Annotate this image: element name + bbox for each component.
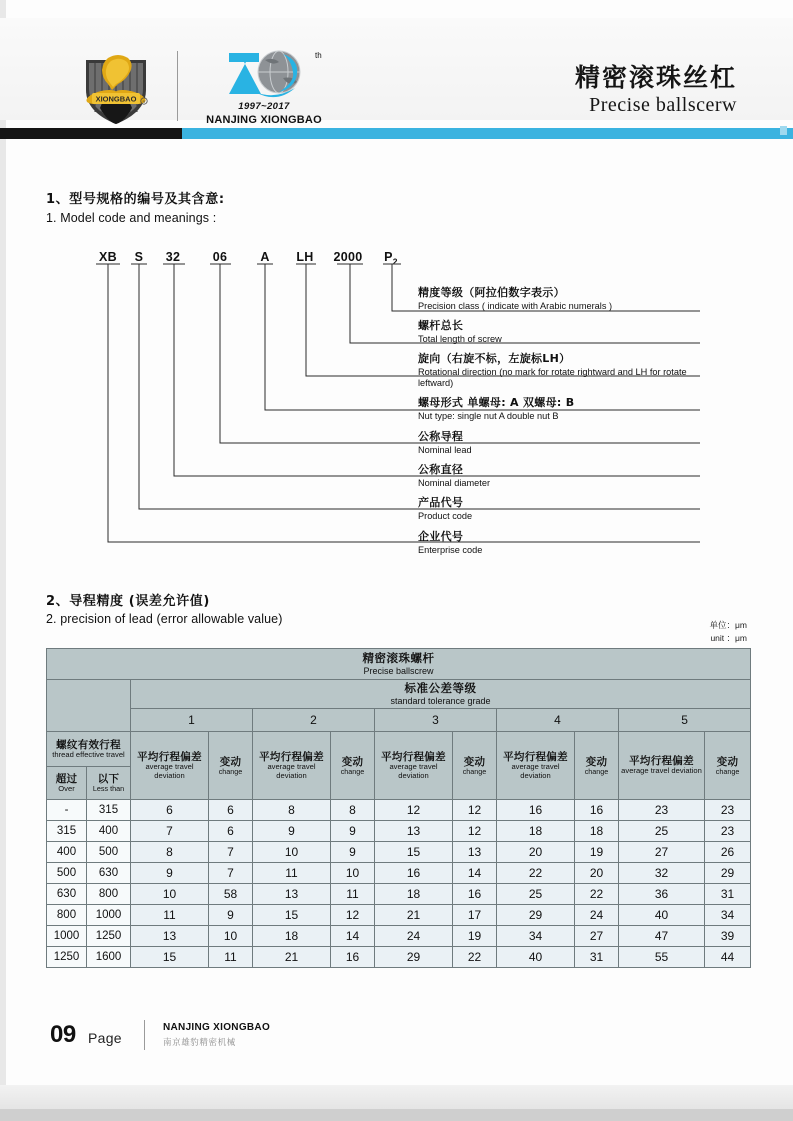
model-code-3: 06 xyxy=(212,250,228,264)
section2-heading-en: 2. precision of lead (error allowable value) xyxy=(46,612,283,626)
change-header-5 xyxy=(705,732,751,800)
callout-product-code-en: Product code xyxy=(418,510,473,521)
cell-change-2: 16 xyxy=(331,947,375,968)
cell-change-4: 16 xyxy=(575,800,619,821)
change-header-5-cn: 变动 xyxy=(716,755,739,768)
grade-2: 2 xyxy=(253,709,375,732)
table-row xyxy=(47,926,751,947)
deviation-header-5-en: average travel deviation xyxy=(621,766,702,776)
callout-rotational-direction-en: Rotational direction (no mark for rotate rightward and LH for rotate leftward) xyxy=(418,366,687,389)
table-subheader-row xyxy=(47,732,751,767)
accent-bar-tick xyxy=(780,126,787,135)
cell-deviation-2: 9 xyxy=(253,821,331,842)
cell-change-5: 31 xyxy=(705,884,751,905)
deviation-header-4 xyxy=(497,732,575,800)
anniversary-logo xyxy=(205,48,323,130)
cell-change-3: 16 xyxy=(453,884,497,905)
cell-change-4: 22 xyxy=(575,884,619,905)
section2-heading-cn: 2、导程精度 (误差允许值) xyxy=(46,594,210,609)
callout-rotational-direction-cn: 旋向（右旋不标，左旋标LH） xyxy=(418,352,571,365)
shield-logo-text: XIONGBAO xyxy=(95,94,137,104)
cell-over: 1250 xyxy=(47,947,87,968)
cell-change-5: 23 xyxy=(705,800,751,821)
cell-less-than: 1250 xyxy=(87,926,131,947)
cell-deviation-4: 18 xyxy=(497,821,575,842)
table-row xyxy=(47,800,751,821)
over-header-cn: 超过 xyxy=(55,772,78,785)
deviation-header-3 xyxy=(375,732,453,800)
cell-less-than: 400 xyxy=(87,821,131,842)
cell-deviation-2: 8 xyxy=(253,800,331,821)
table-title-en: Precise ballscrew xyxy=(363,665,434,676)
callout-precision-class-en: Precision class ( indicate with Arabic numerals ) xyxy=(418,300,613,311)
cell-change-1: 7 xyxy=(209,863,253,884)
cell-deviation-4: 20 xyxy=(497,842,575,863)
change-header-4-cn: 变动 xyxy=(585,755,608,768)
cell-deviation-1: 10 xyxy=(131,884,209,905)
table-row xyxy=(47,863,751,884)
cell-change-2: 10 xyxy=(331,863,375,884)
cell-change-1: 7 xyxy=(209,842,253,863)
cell-over: 500 xyxy=(47,863,87,884)
model-code-0: XB xyxy=(99,250,117,264)
cell-deviation-1: 15 xyxy=(131,947,209,968)
lessthan-header-en: Less than xyxy=(92,784,125,794)
grade-group-cell xyxy=(131,680,751,709)
cell-deviation-1: 13 xyxy=(131,926,209,947)
cell-deviation-3: 15 xyxy=(375,842,453,863)
header-divider xyxy=(177,51,178,121)
lead-precision-table xyxy=(46,648,751,968)
cell-change-3: 22 xyxy=(453,947,497,968)
cell-over: 1000 xyxy=(47,926,87,947)
cell-deviation-2: 10 xyxy=(253,842,331,863)
callout-product-code xyxy=(418,496,472,522)
cell-deviation-5: 27 xyxy=(619,842,705,863)
cell-deviation-5: 32 xyxy=(619,863,705,884)
table-row xyxy=(47,947,751,968)
callout-precision-class-cn: 精度等级（阿拉伯数字表示） xyxy=(418,286,565,299)
change-header-3-cn: 变动 xyxy=(463,755,486,768)
cell-change-5: 23 xyxy=(705,821,751,842)
change-header-2-cn: 变动 xyxy=(341,755,364,768)
over-header-en: Over xyxy=(58,783,75,793)
page-title-cn: 精密滚珠丝杠 xyxy=(574,63,737,92)
cell-change-2: 12 xyxy=(331,905,375,926)
cell-deviation-3: 12 xyxy=(375,800,453,821)
table-grade-group-row xyxy=(47,680,751,709)
callout-nominal-diameter xyxy=(418,463,490,489)
cell-deviation-4: 34 xyxy=(497,926,575,947)
cell-deviation-1: 9 xyxy=(131,863,209,884)
change-header-1-en: change xyxy=(218,766,243,776)
cell-change-3: 12 xyxy=(453,821,497,842)
callout-enterprise-code-cn: 企业代号 xyxy=(418,530,464,543)
cell-change-2: 8 xyxy=(331,800,375,821)
callout-enterprise-code xyxy=(418,530,482,556)
lessthan-header-cell xyxy=(87,767,131,800)
grade-5: 5 xyxy=(619,709,751,732)
cell-deviation-1: 7 xyxy=(131,821,209,842)
cell-less-than: 800 xyxy=(87,884,131,905)
cell-change-3: 17 xyxy=(453,905,497,926)
cell-deviation-2: 21 xyxy=(253,947,331,968)
unit-label-cn: 单位：μm xyxy=(709,620,747,630)
table-grade-number-row xyxy=(47,709,751,732)
table-title-cn: 精密滚珠螺杆 xyxy=(362,650,435,665)
accent-bar-dark xyxy=(0,128,182,139)
cell-deviation-4: 40 xyxy=(497,947,575,968)
callout-enterprise-code-en: Enterprise code xyxy=(418,544,483,555)
cell-over: - xyxy=(47,800,87,821)
cell-deviation-2: 11 xyxy=(253,863,331,884)
anniversary-company-en: NANJING XIONGBAO xyxy=(206,114,322,126)
cell-change-2: 9 xyxy=(331,842,375,863)
callout-nut-type-en: Nut type: single nut A double nut B xyxy=(418,410,559,421)
grade-group-spacer xyxy=(47,680,131,732)
cell-change-5: 44 xyxy=(705,947,751,968)
model-code-7: $P_2$ xyxy=(384,250,398,267)
deviation-header-1-en: average travel deviation xyxy=(145,761,194,780)
cell-deviation-4: 25 xyxy=(497,884,575,905)
cell-deviation-4: 22 xyxy=(497,863,575,884)
cell-less-than: 315 xyxy=(87,800,131,821)
cell-over: 315 xyxy=(47,821,87,842)
cell-change-5: 26 xyxy=(705,842,751,863)
callout-nut-type xyxy=(418,396,574,422)
cell-less-than: 1600 xyxy=(87,947,131,968)
cell-change-2: 9 xyxy=(331,821,375,842)
change-header-3 xyxy=(453,732,497,800)
cell-deviation-5: 25 xyxy=(619,821,705,842)
change-header-1 xyxy=(209,732,253,800)
cell-change-4: 18 xyxy=(575,821,619,842)
travel-header-en: thread effective travel xyxy=(52,749,125,759)
cell-over: 400 xyxy=(47,842,87,863)
cell-over: 630 xyxy=(47,884,87,905)
travel-header-cell xyxy=(47,732,131,767)
model-code-4: A xyxy=(260,250,270,264)
cell-change-3: 12 xyxy=(453,800,497,821)
change-header-2-en: change xyxy=(340,766,365,776)
grade-group-en: standard tolerance grade xyxy=(390,695,491,706)
model-code-leader-lines xyxy=(0,244,793,574)
header-accent-bar xyxy=(0,128,793,139)
section1-heading-cn: 1、型号规格的编号及其含意: xyxy=(46,192,225,207)
anniversary-years: 1997~2017 xyxy=(238,101,290,112)
cell-change-3: 13 xyxy=(453,842,497,863)
travel-header-cn: 螺纹有效行程 xyxy=(56,738,121,751)
cell-change-1: 58 xyxy=(209,884,253,905)
table-title-cell xyxy=(47,649,751,680)
deviation-header-5 xyxy=(619,732,705,800)
deviation-header-4-cn: 平均行程偏差 xyxy=(503,750,568,763)
cell-change-4: 20 xyxy=(575,863,619,884)
cell-less-than: 1000 xyxy=(87,905,131,926)
callout-total-length-cn: 螺杆总长 xyxy=(418,319,464,332)
deviation-header-2 xyxy=(253,732,331,800)
callout-nominal-diameter-cn: 公称直径 xyxy=(418,463,464,476)
change-header-4 xyxy=(575,732,619,800)
grade-3: 3 xyxy=(375,709,497,732)
table-row xyxy=(47,884,751,905)
anniversary-art-icon xyxy=(205,48,323,100)
cell-change-2: 11 xyxy=(331,884,375,905)
cell-less-than: 630 xyxy=(87,863,131,884)
cell-change-4: 24 xyxy=(575,905,619,926)
over-header-cell xyxy=(47,767,87,800)
callout-nominal-lead-en: Nominal lead xyxy=(418,444,472,455)
page-header xyxy=(0,18,793,126)
cell-less-than: 500 xyxy=(87,842,131,863)
cell-change-1: 11 xyxy=(209,947,253,968)
cell-deviation-1: 6 xyxy=(131,800,209,821)
cell-change-4: 31 xyxy=(575,947,619,968)
deviation-header-2-en: average travel deviation xyxy=(267,761,316,780)
cell-change-4: 19 xyxy=(575,842,619,863)
cell-change-5: 39 xyxy=(705,926,751,947)
callout-total-length-en: Total length of screw xyxy=(418,333,502,344)
cell-deviation-5: 36 xyxy=(619,884,705,905)
cell-change-1: 6 xyxy=(209,800,253,821)
grade-1: 1 xyxy=(131,709,253,732)
cell-deviation-5: 47 xyxy=(619,926,705,947)
model-code-5: LH xyxy=(296,250,314,264)
cell-deviation-2: 13 xyxy=(253,884,331,905)
deviation-header-3-cn: 平均行程偏差 xyxy=(381,750,446,763)
model-code-1: S xyxy=(134,250,144,264)
callout-nominal-diameter-en: Nominal diameter xyxy=(418,477,490,488)
page-word: Page xyxy=(88,1030,122,1046)
cell-deviation-3: 18 xyxy=(375,884,453,905)
table-row xyxy=(47,821,751,842)
page-number: 09 xyxy=(50,1021,76,1048)
cell-deviation-4: 29 xyxy=(497,905,575,926)
cell-change-5: 34 xyxy=(705,905,751,926)
callout-product-code-cn: 产品代号 xyxy=(418,496,464,509)
callout-nut-type-cn: 螺母形式 单螺母: A 双螺母: B xyxy=(418,396,575,409)
table-title-row xyxy=(47,649,751,680)
cell-deviation-1: 11 xyxy=(131,905,209,926)
change-header-2 xyxy=(331,732,375,800)
deviation-header-1-cn: 平均行程偏差 xyxy=(137,750,202,763)
model-code-6: 2000 xyxy=(333,250,363,264)
callout-rotational-direction xyxy=(418,352,718,390)
cell-deviation-2: 15 xyxy=(253,905,331,926)
lessthan-header-cn: 以下 xyxy=(97,773,120,785)
cell-deviation-3: 21 xyxy=(375,905,453,926)
deviation-header-4-en: average travel deviation xyxy=(511,761,560,780)
cell-over: 800 xyxy=(47,905,87,926)
cell-change-1: 10 xyxy=(209,926,253,947)
footer-divider xyxy=(144,1020,145,1050)
change-header-4-en: change xyxy=(584,766,609,776)
cell-deviation-2: 18 xyxy=(253,926,331,947)
cell-deviation-1: 8 xyxy=(131,842,209,863)
cell-change-2: 14 xyxy=(331,926,375,947)
cell-change-1: 9 xyxy=(209,905,253,926)
cell-deviation-4: 16 xyxy=(497,800,575,821)
grade-group-cn: 标准公差等级 xyxy=(404,680,477,695)
deviation-header-1 xyxy=(131,732,209,800)
table-row xyxy=(47,905,751,926)
callout-nominal-lead-cn: 公称导程 xyxy=(418,430,464,443)
change-header-3-en: change xyxy=(462,766,487,776)
cell-change-4: 27 xyxy=(575,926,619,947)
callout-total-length xyxy=(418,319,502,345)
grade-4: 4 xyxy=(497,709,619,732)
deviation-header-2-cn: 平均行程偏差 xyxy=(259,750,324,763)
change-header-1-cn: 变动 xyxy=(219,755,242,768)
scan-edge-bottom-strip xyxy=(0,1109,793,1121)
cell-change-1: 6 xyxy=(209,821,253,842)
cell-change-3: 14 xyxy=(453,863,497,884)
table-body xyxy=(47,800,751,968)
page-title-en: Precise ballscerw xyxy=(589,94,737,116)
footer-company-en: NANJING XIONGBAO xyxy=(163,1022,271,1033)
change-header-5-en: change xyxy=(715,766,740,776)
anniversary-superscript: th xyxy=(315,51,322,60)
cell-deviation-3: 13 xyxy=(375,821,453,842)
callout-precision-class xyxy=(418,286,612,312)
cell-deviation-3: 24 xyxy=(375,926,453,947)
accent-bar-blue xyxy=(182,128,793,139)
unit-label-en: unit ：μm xyxy=(710,633,747,643)
cell-deviation-3: 29 xyxy=(375,947,453,968)
footer-company-cn: 南京雄豹精密机械 xyxy=(163,1038,236,1048)
cell-deviation-5: 55 xyxy=(619,947,705,968)
cell-deviation-3: 16 xyxy=(375,863,453,884)
cell-deviation-5: 23 xyxy=(619,800,705,821)
cell-change-3: 19 xyxy=(453,926,497,947)
model-code-2: 32 xyxy=(165,250,181,264)
cell-change-5: 29 xyxy=(705,863,751,884)
table-row xyxy=(47,842,751,863)
svg-text:R: R xyxy=(142,99,146,105)
cell-deviation-5: 40 xyxy=(619,905,705,926)
xiongbao-shield-logo-icon xyxy=(78,50,154,126)
deviation-header-3-en: average travel deviation xyxy=(389,761,438,780)
deviation-header-5-cn: 平均行程偏差 xyxy=(629,755,694,768)
section1-heading-en: 1. Model code and meanings : xyxy=(46,211,217,225)
callout-nominal-lead xyxy=(418,430,472,456)
